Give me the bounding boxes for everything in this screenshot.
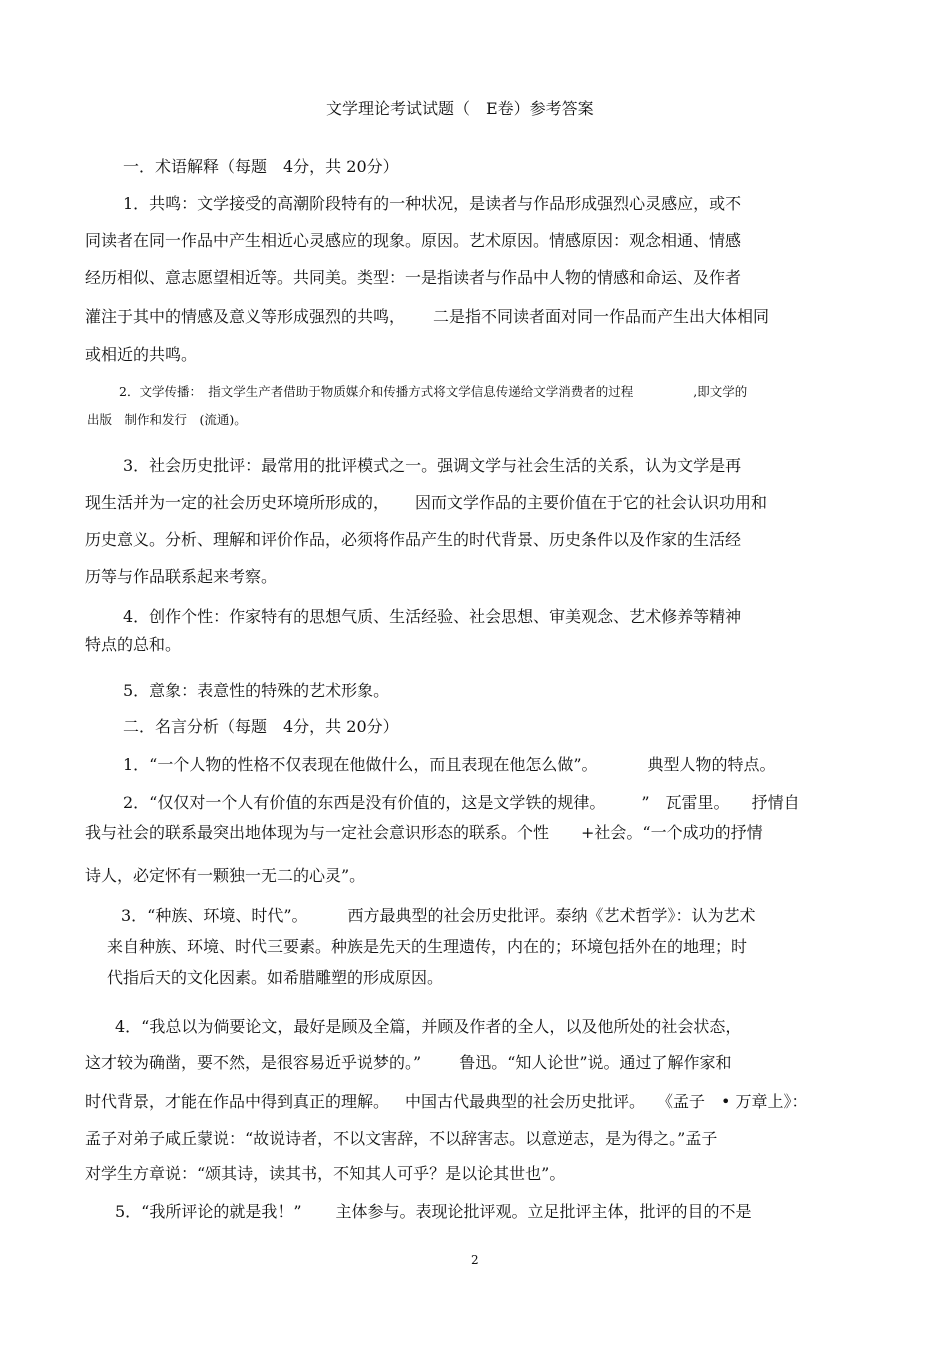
- text-line: 对学生方章说：“颂其诗，读其书，不知其人可乎？是以论其世也”。: [85, 1164, 566, 1183]
- text-line: 时代背景，才能在作品中得到真正的理解。 中国古代最典型的社会历史批评。 《孟子 • 万章上》：: [85, 1092, 808, 1111]
- text-line: 来自种族、环境、时代三要素。种族是先天的生理遗传，内在的；环境包括外在的地理；时: [107, 937, 748, 956]
- text-line: 5．“我所评论的就是我！” 主体参与。表现论批评观。立足批评主体，批评的目的不是: [115, 1202, 752, 1221]
- text-line: 4．“我总以为倘要论文，最好是顾及全篇，并顾及作者的全人，以及他所处的社会状态，: [115, 1017, 742, 1036]
- text-line: 同读者在同一作品中产生相近心灵感应的现象。原因。艺术原因。情感原因：观念相通、情感: [85, 231, 742, 250]
- text-line: 3．社会历史批评：最常用的批评模式之一。强调文学与社会生活的关系，认为文学是再: [123, 456, 742, 475]
- text-line: 2．文学传播： 指文学生产者借助于物质媒介和传播方式将文学信息传递给文学消费者的过程 ,即文学的: [119, 384, 748, 399]
- text-line: 这才较为确凿，要不然，是很容易近乎说梦的。” 鲁迅。“知人论世”说。通过了解作家和: [85, 1053, 732, 1072]
- text-line: 我与社会的联系最突出地体现为与一定社会意识形态的联系。个性 +社会。“一个成功的抒情: [85, 823, 763, 842]
- text-line: 孟子对弟子咸丘蒙说：“故说诗者，不以文害辞，不以辞害志。以意逆志，是为得之。”孟子: [85, 1129, 718, 1148]
- text-line: 历等与作品联系起来考察。: [85, 567, 278, 586]
- text-line: 诗人，必定怀有一颗独一无二的心灵”。: [85, 866, 366, 885]
- text-line: 特点的总和。: [85, 635, 182, 654]
- section-heading: 二．名言分析（每题 4分，共 20分）: [123, 717, 399, 736]
- page-title: 文学理论考试试题（ E卷）参考答案: [326, 99, 594, 118]
- text-line: 代指后天的文化因素。如希腊雕塑的形成原因。: [107, 968, 444, 987]
- text-line: 5．意象：表意性的特殊的艺术形象。: [123, 681, 390, 700]
- text-line: 2．“仅仅对一个人有价值的东西是没有价值的，这是文学铁的规律。 ” 瓦雷里。 抒情自: [123, 793, 800, 812]
- text-line: 经历相似、意志愿望相近等。共同美。类型：一是指读者与作品中人物的情感和命运、及作者: [85, 268, 742, 287]
- text-line: 历史意义。分析、理解和评价作品，必须将作品产生的时代背景、历史条件以及作家的生活经: [85, 530, 742, 549]
- text-line: 1．“一个人物的性格不仅表现在他做什么，而且表现在他怎么做”。 典型人物的特点。: [123, 755, 776, 774]
- text-line: 或相近的共鸣。: [85, 345, 198, 364]
- text-line: 灌注于其中的情感及意义等形成强烈的共鸣， 二是指不同读者面对同一作品而产生出大体相同: [85, 307, 770, 326]
- section-heading: 一．术语解释（每题 4分，共 20分）: [123, 157, 399, 176]
- text-line: 出版 制作和发行 (流通)。: [87, 412, 247, 427]
- text-line: 现生活并为一定的社会历史环境所形成的， 因而文学作品的主要价值在于它的社会认识功用和: [85, 493, 768, 512]
- text-line: 4．创作个性：作家特有的思想气质、生活经验、社会思想、审美观念、艺术修养等精神: [123, 607, 742, 626]
- text-line: 3．“种族、环境、时代”。 西方最典型的社会历史批评。泰纳《艺术哲学》：认为艺术: [121, 906, 756, 925]
- text-line: 1．共鸣：文学接受的高潮阶段特有的一种状况，是读者与作品形成强烈心灵感应，或不: [123, 194, 742, 213]
- page-number: 2: [471, 1253, 479, 1267]
